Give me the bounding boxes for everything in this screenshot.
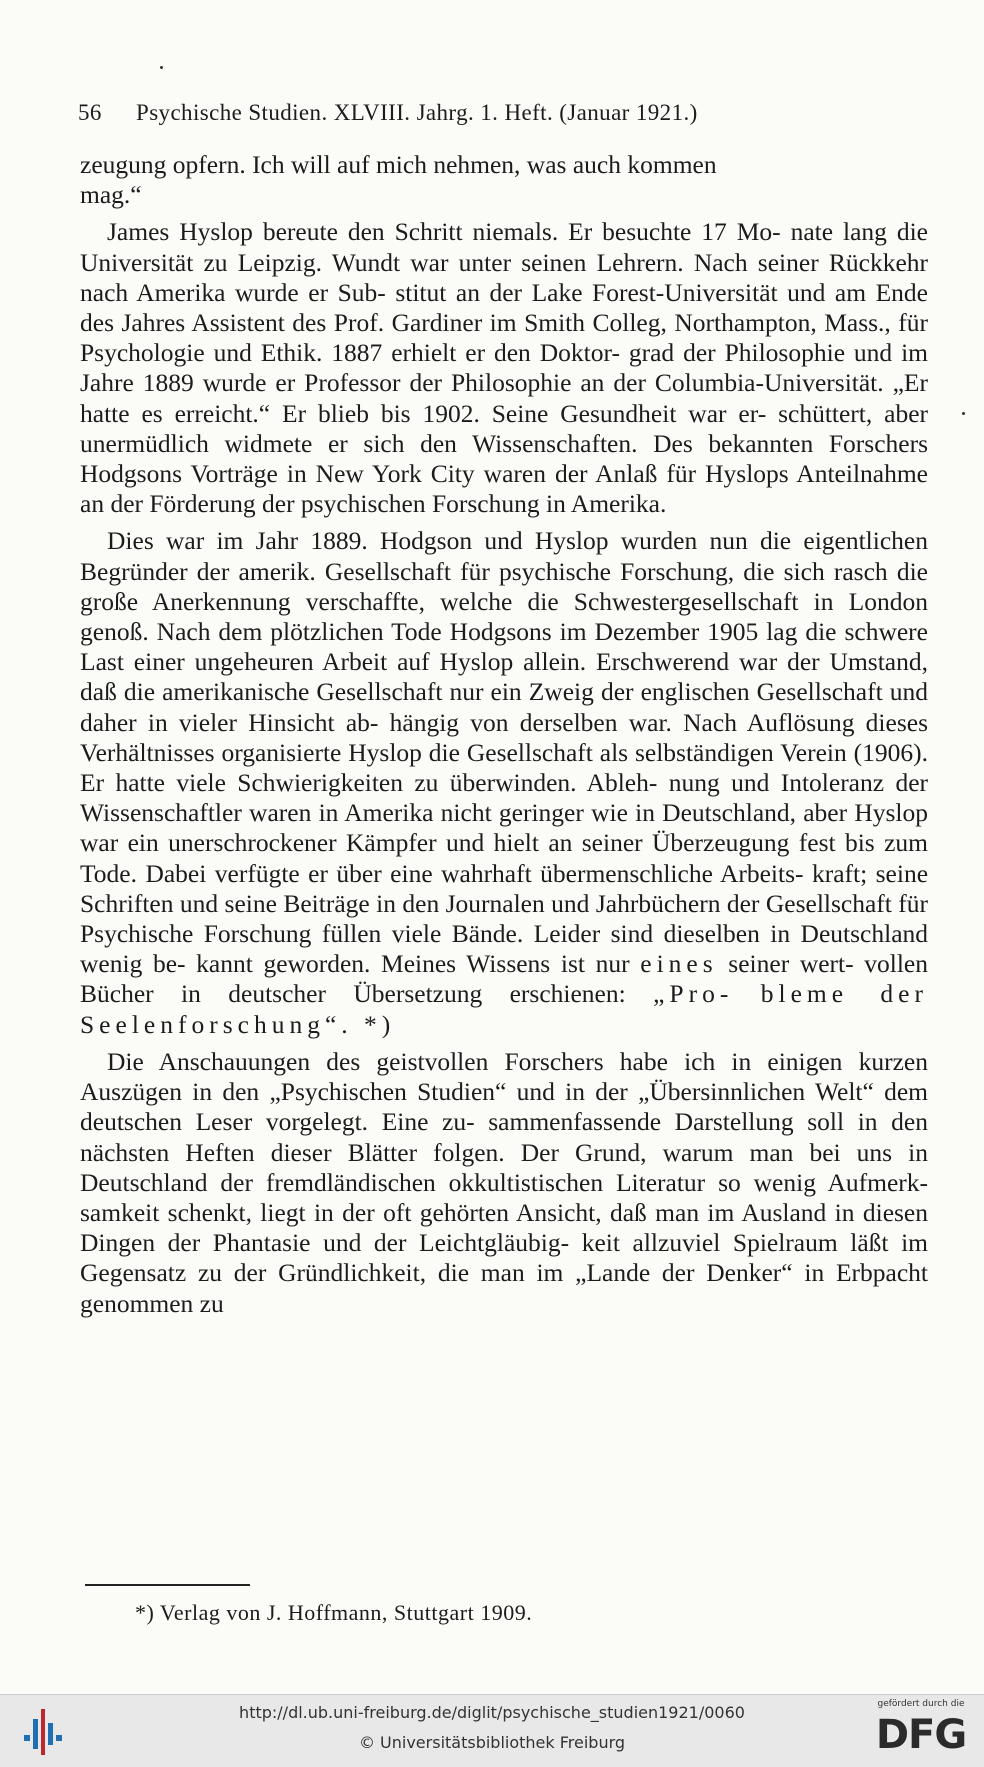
dfg-logo-text: DFG	[875, 1712, 967, 1758]
text-line: es erreicht.“ Er blieb bis 1902. Seine Gesundheit war er-	[141, 398, 767, 428]
text-line: plötzlichen Tode Hodgsons im Dezember 1905 lag die schwere	[270, 617, 928, 647]
text-line: nate lang die Universität zu Leipzig. Wundt war unter seinen	[80, 217, 928, 277]
running-title: Psychische Studien. XLVIII. Jahrg. 1. Heft. (Januar 1921.)	[136, 100, 698, 125]
text-line: Last einer ungeheuren Arbeit auf Hyslop allein. Erschwerend war	[80, 647, 778, 677]
running-header	[78, 100, 868, 126]
text-line: Dies war im Jahr 1889. Hodgson und Hyslop wurden nun die	[107, 526, 792, 556]
text-line: Forschung, die sich rasch die große Anerkennung verschaffte,	[80, 556, 929, 616]
page-number: 56	[78, 100, 102, 125]
copyright-notice: © Universitätsbibliothek Freiburg	[358, 1733, 626, 1752]
text-line: der Philosophie an der Columbia-Universität. „Er hatte	[80, 368, 928, 428]
text-line: Dabei verfügte er über eine wahrhaft übermenschliche Arbeits-	[145, 858, 804, 888]
footnote-divider	[85, 1584, 250, 1586]
text-line: hängig von derselben war. Nach Auflösung dieses Verhältnisses	[80, 707, 928, 767]
funded-by-label: gefördert durch die	[877, 1699, 965, 1709]
stray-ink-mark	[962, 412, 965, 415]
emphasized-title: „Pro-	[653, 979, 734, 1009]
text-line: Die Anschauungen des geistvollen Forschers habe ich in einigen	[107, 1046, 843, 1076]
footnote: *) Verlag von J. Hoffmann, Stuttgart 1909.	[135, 1600, 533, 1625]
paragraph-3	[80, 526, 928, 1039]
text-line: vollen Bücher in deutscher Übersetzung erschienen:	[80, 949, 929, 1009]
emphasized-word: eines	[640, 949, 718, 979]
paragraph-4	[80, 1047, 928, 1319]
text-line: eigentlichen Begründer der amerik. Gesellschaft für psychische	[80, 526, 928, 586]
text-line: die man im „Lande der Denker“ in Erbpacht genommen zu	[80, 1258, 928, 1318]
text-line: (1906). Er hatte viele Schwierigkeiten zu überwinden. Ableh-	[80, 737, 928, 798]
text-line: Assistent des Prof. Gardiner im Smith Colleg, Northampton,	[191, 308, 817, 338]
text-line: mag.“	[80, 180, 142, 210]
text-line: organisierte Hyslop die Gesellschaft als selbständigen Verein	[221, 737, 847, 767]
text-line: kurzen Auszügen in den „Psychischen Studien“ und in der	[80, 1046, 928, 1107]
text-line: samkeit schenkt, liegt in der oft gehörten Ansicht, daß man im	[80, 1197, 735, 1227]
text-line: Ausland in diesen Dingen der Phantasie und der Leichtgläubig-	[80, 1197, 928, 1258]
text-line: der englischen Gesellschaft und daher in vieler Hinsicht ab-	[80, 677, 929, 737]
text-line: „Übersinnlichen Welt“ dem deutschen Leser vorgelegt. Eine zu-	[80, 1077, 928, 1137]
text-line: stitut an der Lake Forest-Universität und am Ende des Jahres	[80, 277, 929, 338]
dfg-funder-logo	[866, 1699, 976, 1763]
text-line: James Hyslop bereute den Schritt niemals. Er besuchte 17 Mo-	[107, 217, 781, 247]
text-line: Blätter folgen. Der Grund, warum man bei uns in Deutschland	[80, 1137, 929, 1197]
text-line: der fremdländischen okkultistischen Literatur so wenig Aufmerk-	[220, 1167, 929, 1197]
paragraph-2	[80, 217, 928, 519]
text-line: welche die Schwestergesellschaft in London genoß. Nach dem	[80, 586, 929, 647]
text-line: keit allzuviel Spielraum läßt im Gegensatz zu der Gründlichkeit,	[80, 1228, 929, 1288]
text-line: kannt geworden. Meines Wissens ist nur	[196, 949, 630, 979]
text-line: zeugung opfern. Ich will auf mich nehmen, was auch kommen	[80, 150, 717, 179]
permalink-url[interactable]: http://dl.ub.uni-freiburg.de/diglit/psychische_studien1921/0060	[239, 1703, 745, 1722]
text-line: Mass., für Psychologie und Ethik. 1887 erhielt er den Doktor-	[80, 308, 929, 368]
text-line: Des bekannten Forschers Hodgsons Vorträge in New York City	[80, 428, 928, 489]
text-line: geringer wie in Deutschland, aber Hyslop war ein unerschrockener	[80, 798, 929, 858]
text-line: viele Bände. Leider sind dieselben in Deutschland wenig be-	[80, 919, 929, 979]
text-line: seiner wert-	[728, 949, 854, 979]
text-line: schüttert, aber unermüdlich widmete er sich den Wissenschaften.	[80, 398, 929, 458]
text-line: der Umstand, daß die amerikanische Gesellschaft nur ein Zweig	[80, 647, 928, 707]
text-line: Kämpfer und hielt an seiner Überzeugung fest bis zum Tode.	[80, 828, 928, 888]
text-line: kraft; seine Schriften und seine Beiträge in den Journalen und	[80, 858, 929, 918]
text-line: der psychischen Forschung in Amerika.	[262, 489, 667, 519]
stray-ink-mark	[160, 66, 163, 69]
emphasized-title: bleme der Seelenforschung“. *)	[80, 979, 928, 1039]
text-line: sammenfassende Darstellung soll in den nächsten Heften dieser	[80, 1107, 929, 1167]
text-line: waren der Anlaß für Hyslops Anteilnahme an der Förderung	[80, 459, 928, 519]
text-line: Lehrern. Nach seiner Rückkehr nach Amerika wurde er Sub-	[80, 247, 929, 307]
text-line: Jahrbüchern der Gesellschaft für Psychische Forschung füllen	[80, 888, 929, 949]
text-line: grad der Philosophie und im Jahre 1889 wurde er Professor	[80, 338, 929, 398]
paragraph-1	[80, 150, 928, 210]
body-text	[80, 150, 928, 1319]
viewer-footer-bar	[0, 1694, 984, 1767]
text-line: nung und Intoleranz der Wissenschaftler waren in Amerika nicht	[80, 768, 929, 828]
